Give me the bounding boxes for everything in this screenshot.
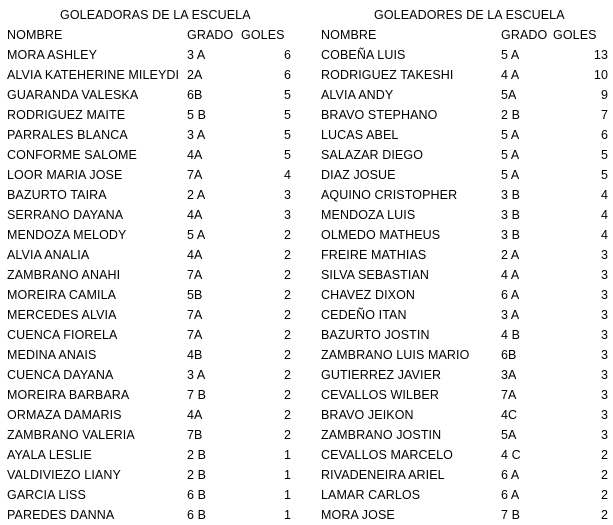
player-grade: 5 B [187,108,207,122]
table-row [0,45,302,65]
table-row [0,185,302,205]
player-goals: 5 [283,128,291,142]
table-row [0,145,302,165]
table-row [316,465,613,485]
player-name: MOREIRA BARBARA [7,388,130,402]
player-name: MERCEDES ALVIA [7,308,117,322]
table-row [316,365,613,385]
player-grade: 3 B [501,228,521,242]
player-goals: 2 [283,288,291,302]
player-goals: 3 [600,408,608,422]
table-row [0,245,302,265]
player-goals: 3 [600,328,608,342]
player-goals: 5 [600,148,608,162]
table-row [316,65,613,85]
player-name: LAMAR CARLOS [321,488,421,502]
player-grade: 5 A [187,228,206,242]
table-row [0,385,302,405]
player-name: GARCIA LISS [7,488,86,502]
player-grade: 2 B [187,448,207,462]
player-grade: 4B [187,348,203,362]
player-name: AQUINO CRISTOPHER [321,188,458,202]
player-name: MENDOZA LUIS [321,208,416,222]
table-row [0,465,302,485]
player-grade: 6B [501,348,517,362]
player-goals: 5 [600,168,608,182]
girls-table-rows [0,45,302,525]
table-row [316,85,613,105]
player-grade: 2 A [501,248,520,262]
table-row [0,485,302,505]
player-grade: 7A [187,168,203,182]
player-goals: 1 [283,488,291,502]
boys-table-rows [316,45,613,525]
table-row [0,165,302,185]
player-name: LUCAS ABEL [321,128,399,142]
player-name: GUARANDA VALESKA [7,88,139,102]
table-row [316,325,613,345]
player-name: MORA JOSE [321,508,395,522]
player-grade: 7A [187,308,203,322]
table-row [0,205,302,225]
player-goals: 3 [600,388,608,402]
player-grade: 7A [187,328,203,342]
player-grade: 4 B [501,328,521,342]
player-name: CEVALLOS MARCELO [321,448,453,462]
header-grade: GRADO [501,28,548,42]
player-grade: 7 B [501,508,521,522]
player-name: MOREIRA CAMILA [7,288,117,302]
player-goals: 2 [283,408,291,422]
player-goals: 2 [283,388,291,402]
player-grade: 4C [501,408,518,422]
table-row [316,45,613,65]
player-goals: 5 [283,88,291,102]
player-name: BRAVO STEPHANO [321,108,438,122]
player-goals: 5 [283,148,291,162]
player-goals: 2 [600,488,608,502]
player-goals: 2 [283,308,291,322]
player-goals: 9 [600,88,608,102]
player-name: ZAMBRANO ANAHI [7,268,121,282]
player-goals: 4 [600,228,608,242]
table-row [0,365,302,385]
table-row [316,205,613,225]
player-grade: 6B [187,88,203,102]
player-goals: 4 [283,168,291,182]
player-goals: 3 [600,288,608,302]
player-name: MENDOZA MELODY [7,228,127,242]
player-goals: 2 [600,448,608,462]
player-goals: 6 [283,68,291,82]
player-name: ZAMBRANO VALERIA [7,428,135,442]
player-name: SILVA SEBASTIAN [321,268,430,282]
header-grade: GRADO [187,28,234,42]
player-grade: 6 A [501,288,520,302]
player-grade: 6 B [187,508,207,522]
player-name: MORA ASHLEY [7,48,98,62]
player-name: CHAVEZ DIXON [321,288,416,302]
player-goals: 2 [600,468,608,482]
player-name: PARRALES BLANCA [7,128,128,142]
player-name: VALDIVIEZO LIANY [7,468,121,482]
player-name: FREIRE MATHIAS [321,248,427,262]
player-grade: 2 A [187,188,206,202]
player-grade: 6 B [187,488,207,502]
player-grade: 7A [187,268,203,282]
player-name: DIAZ JOSUE [321,168,396,182]
table-row [316,445,613,465]
header-goals: GOLES [553,28,597,42]
player-goals: 2 [283,268,291,282]
player-goals: 3 [600,308,608,322]
player-name: CUENCA DAYANA [7,368,114,382]
player-grade: 3 A [187,368,206,382]
girls-table-header [0,25,302,45]
table-row [0,345,302,365]
player-goals: 3 [283,188,291,202]
player-grade: 3A [501,368,517,382]
player-grade: 6 A [501,488,520,502]
player-name: PAREDES DANNA [7,508,115,522]
player-goals: 3 [600,248,608,262]
player-goals: 2 [283,368,291,382]
table-row [316,425,613,445]
player-name: LOOR MARIA JOSE [7,168,123,182]
table-row [316,285,613,305]
player-grade: 4A [187,248,203,262]
player-goals: 7 [600,108,608,122]
player-name: CUENCA FIORELA [7,328,118,342]
boys-table-title: GOLEADORES DE LA ESCUELA [374,8,565,22]
header-name: NOMBRE [7,28,63,42]
header-goals: GOLES [241,28,285,42]
player-name: BAZURTO JOSTIN [321,328,430,342]
player-grade: 5B [187,288,203,302]
table-row [316,405,613,425]
table-row [0,305,302,325]
player-goals: 3 [283,208,291,222]
boys-table-header [316,25,613,45]
table-row [0,85,302,105]
player-name: RODRIGUEZ TAKESHI [321,68,454,82]
player-goals: 3 [600,428,608,442]
player-name: ZAMBRANO JOSTIN [321,428,442,442]
player-goals: 4 [600,208,608,222]
player-goals: 2 [283,248,291,262]
player-goals: 6 [283,48,291,62]
player-goals: 1 [283,448,291,462]
player-goals: 13 [593,48,608,62]
player-goals: 2 [283,348,291,362]
player-grade: 7 B [187,388,207,402]
player-grade: 5 A [501,48,520,62]
player-grade: 4A [187,148,203,162]
table-row [316,105,613,125]
table-row [316,145,613,165]
player-grade: 5 A [501,168,520,182]
table-row [0,65,302,85]
player-name: AYALA LESLIE [7,448,92,462]
table-row [316,505,613,525]
table-row [316,385,613,405]
table-row [0,225,302,245]
table-row [0,405,302,425]
player-name: CEVALLOS WILBER [321,388,439,402]
player-grade: 3 B [501,208,521,222]
player-name: GUTIERREZ JAVIER [321,368,442,382]
table-row [0,285,302,305]
player-goals: 3 [600,268,608,282]
table-row [316,485,613,505]
player-grade: 7B [187,428,203,442]
player-goals: 1 [283,508,291,522]
table-row [0,505,302,525]
table-row [316,265,613,285]
table-row [316,125,613,145]
player-grade: 5 A [501,148,520,162]
player-goals: 2 [283,428,291,442]
player-grade: 4A [187,208,203,222]
player-goals: 3 [600,368,608,382]
player-name: COBEÑA LUIS [321,48,406,62]
table-row [0,125,302,145]
player-grade: 4 A [501,68,520,82]
player-name: MEDINA ANAIS [7,348,97,362]
player-grade: 3 A [187,128,206,142]
table-row [0,425,302,445]
player-grade: 5A [501,428,517,442]
player-goals: 1 [283,468,291,482]
player-grade: 5 A [501,128,520,142]
player-grade: 5A [501,88,517,102]
table-row [316,165,613,185]
player-name: RODRIGUEZ MAITE [7,108,126,122]
player-goals: 5 [283,108,291,122]
player-grade: 6 A [501,468,520,482]
player-grade: 3 A [187,48,206,62]
player-goals: 2 [283,228,291,242]
player-name: BRAVO JEIKON [321,408,414,422]
player-name: ALVIA ANDY [321,88,394,102]
player-name: BAZURTO TAIRA [7,188,107,202]
player-grade: 4A [187,408,203,422]
player-name: CONFORME SALOME [7,148,137,162]
table-row [316,185,613,205]
header-name: NOMBRE [321,28,377,42]
player-goals: 10 [593,68,608,82]
player-grade: 4 C [501,448,521,462]
table-row [0,105,302,125]
girls-table-title: GOLEADORAS DE LA ESCUELA [60,8,251,22]
player-goals: 3 [600,348,608,362]
table-row [316,345,613,365]
player-grade: 3 A [501,308,520,322]
player-name: ZAMBRANO LUIS MARIO [321,348,470,362]
player-name: OLMEDO MATHEUS [321,228,441,242]
player-grade: 2A [187,68,203,82]
player-name: SERRANO DAYANA [7,208,124,222]
player-goals: 4 [600,188,608,202]
player-name: RIVADENEIRA ARIEL [321,468,445,482]
player-name: ALVIA ANALIA [7,248,90,262]
player-name: ALVIA KATEHERINE MILEYDI [7,68,180,82]
player-name: SALAZAR DIEGO [321,148,424,162]
player-goals: 6 [600,128,608,142]
player-goals: 2 [283,328,291,342]
table-row [316,225,613,245]
player-grade: 2 B [501,108,521,122]
player-grade: 3 B [501,188,521,202]
player-grade: 7A [501,388,517,402]
table-row [0,445,302,465]
player-goals: 2 [600,508,608,522]
player-name: ORMAZA DAMARIS [7,408,122,422]
table-row [316,305,613,325]
table-row [0,325,302,345]
player-grade: 4 A [501,268,520,282]
player-grade: 2 B [187,468,207,482]
player-name: CEDEÑO ITAN [321,308,407,322]
table-row [316,245,613,265]
table-row [0,265,302,285]
